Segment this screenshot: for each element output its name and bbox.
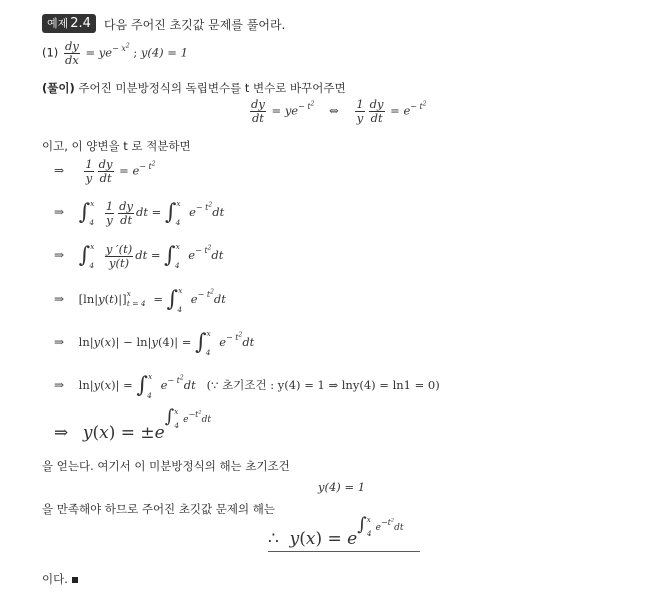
step-7: ⇒ $y(x) = \pm e^{\int^x_4e-t^2dt}$ — [54, 406, 211, 443]
step-5: ⇒ ln|y(x)| − ln|y(4)| = ∫$^x_4$ $e^{- t^2}dt$ — [54, 329, 255, 357]
initial-condition: y(4) = 1 — [318, 480, 366, 494]
problem-title: 다음 주어진 초깃값 문제를 풀어라. — [104, 18, 286, 32]
transformed-equation: $\frac{dy}{dt}$ = $ye^{- t^2}$ ⇔ $\frac{1}{y}$ $\frac{dy}{dt}$ = $e^{- t^2}$ — [251, 97, 427, 125]
obtain-text: 을 얻는다. 여기서 이 미분방정식의 해는 초기조건 — [42, 459, 290, 473]
example-badge: 예제 2.4 — [42, 14, 96, 33]
initial-condition-note: (∵ 초기조건 : y(4) = 1 ⇒ lny(4) = ln1 = 0) — [206, 378, 440, 392]
end-square-icon — [72, 577, 78, 583]
problem-condition: y(4) = 1 — [140, 45, 188, 60]
step-4: ⇒ $[\ln|y(t)|]^x_{t = 4} = \int^x_4$ $e^{- t^2}dt$ — [54, 286, 226, 314]
step-1: ⇒ $\frac{1}{y}$ $\frac{dy}{dt}$ = $e^{- t^2}$ — [54, 157, 156, 185]
problem-equation: (1) $\frac{dy}{dx}$ = $ye^{- x^2}$ ; y(4) = 1 — [42, 39, 188, 67]
end-text: 이다. — [42, 571, 78, 587]
step-6: ⇒ ln|y(x)| = ∫$^x_4$ $e^{- t^2}dt$ (∵ 초기조건 : y(4) = 1 ⇒ lny(4) = ln1 = 0) — [54, 372, 440, 400]
final-answer: ∴ $y(x) = e^{\int^x_4e-t^2dt}$ — [268, 528, 420, 552]
step-2: ⇒ ∫$^x_4$ $\frac{1}{y}$ $\frac{dy}{dt}$ dt = ∫$^x_4$ $e^{- t^2}dt$ — [54, 198, 225, 227]
step-3: ⇒ ∫$^x_4$ $\frac{y '(t)}{y(t)}$ dt = ∫$^x_4$ $e^{- t^2}dt$ — [54, 241, 224, 270]
integrate-text: 이고, 이 양변을 t 로 적분하면 — [42, 139, 191, 153]
problem-number: (1) — [42, 45, 59, 60]
solution-label: (풀이) — [42, 81, 75, 95]
solution-intro: (풀이) 주어진 미분방정식의 독립변수를 t 변수로 바꾸어주면 — [42, 81, 346, 95]
must-satisfy-text: 을 만족해야 하므로 주어진 초깃값 문제의 해는 — [42, 502, 276, 516]
